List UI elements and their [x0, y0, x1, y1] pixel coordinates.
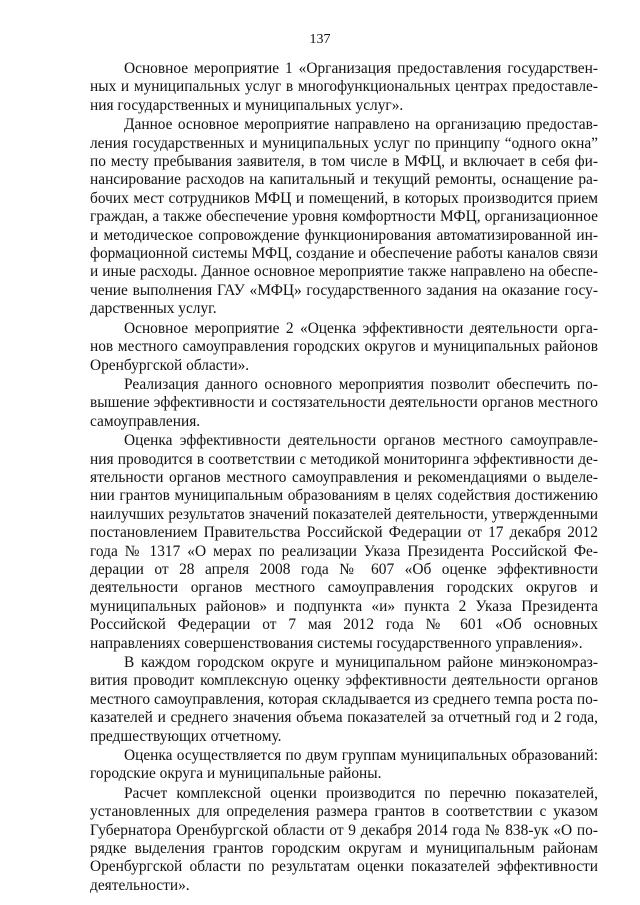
- paragraph-main-activity-1: Основное мероприятие 1 «Организация предоставления государственных и муниципальных услуг в многофункциональных центрах предоставления государственных и муниципальных услуг».: [90, 60, 598, 114]
- paragraph-complex-assessment: В каждом городском округе и муниципальном районе минэкономразвития проводит комплексную оценку эффективности деятельности органов местного самоуправления, которая складывается из среднего темпа роста показателей и среднего значения объема показателей за отчетный год и 2 года, предшествующих отчетному.: [90, 654, 598, 745]
- paragraph-main-activity-2: Основное мероприятие 2 «Оценка эффективности деятельности органов местного самоуправления городских округов и муниципальных районов Оренбургской области».: [90, 319, 598, 374]
- paragraph-activity-2-goal: Реализация данного основного мероприятия позволит обеспечить повышение эффективности и состязательности деятельности органов местного самоуправления.: [90, 375, 598, 430]
- paragraph-evaluation-method: Оценка эффективности деятельности органов местного самоуправления проводится в соответствии с методикой мониторинга эффективности деятельности органов местного самоуправления и рекомендациями о выделении грантов муниципальным образованиям в целях содействия достижению наилучших результатов значений показателей деятельности, утвержденными постановлением Правительства Российской Федерации от 17 декабря 2012 года № 1317 «О мерах по реализации Указа Президента Российской Федерации от 28 апреля 2008 года № 607 «Об оценке эффективности деятельности органов местного самоуправления городских округов и муниципальных районов» и подпункта «и» пункта 2 Указа Президента Российской Федерации от 7 мая 2012 года № 601 «Об основных направлениях совершенствования системы государственного управления».: [90, 432, 598, 652]
- paragraph-calculation-basis: Расчет комплексной оценки производится по перечню показателей, установленных для определения размера грантов в соответствии с указом Губернатора Оренбургской области от 9 декабря 2014 года № 838-ук «О порядке выделения грантов городским округам и муниципальным районам Оренбургской области по результатам оценки показателей эффективности деятельности».: [90, 784, 598, 894]
- paragraph-assessment-groups: Оценка осуществляется по двум группам муниципальных образований: городские округа и муниципальные районы.: [90, 747, 598, 783]
- page-number: 137: [309, 32, 331, 47]
- document-body: [90, 60, 598, 895]
- paragraph-activity-1-description: Данное основное мероприятие направлено на организацию предоставления государственных и муниципальных услуг по принципу “одного окна” по месту пребывания заявителя, в том числе в МФЦ, и включает в себя финансирование расходов на капитальный и текущий ремонты, оснащение рабочих мест сотрудников МФЦ и помещений, в которых производится прием граждан, а также обеспечение уровня комфортности МФЦ, организационное и методическое сопровождение функционирования автоматизированной информационной системы МФЦ, создание и обеспечение работы каналов связи и иные расходы. Данное основное мероприятие также направлено на обеспечение выполнения ГАУ «МФЦ» государственного задания на оказание государственных услуг.: [90, 116, 598, 318]
